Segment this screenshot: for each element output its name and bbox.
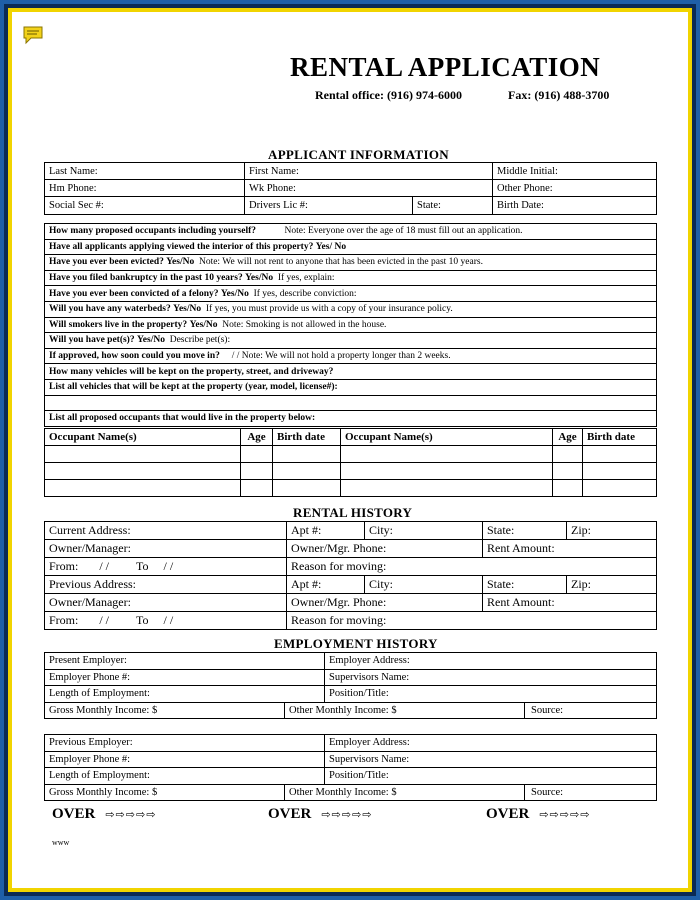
over-label: OVER xyxy=(52,806,96,822)
supervisors-name-field[interactable]: Supervisors Name: xyxy=(325,669,657,686)
question-note: If yes, describe conviction: xyxy=(253,288,357,299)
other-phone-field[interactable]: Other Phone: xyxy=(493,180,657,197)
occupant-name-header: Occupant Name(s) xyxy=(45,429,241,446)
employer-address-field[interactable]: Employer Address: xyxy=(325,735,657,752)
owner-phone-field[interactable]: Owner/Mgr. Phone: xyxy=(287,540,483,558)
occupant-cell[interactable] xyxy=(241,446,273,463)
supervisors-name-field[interactable]: Supervisors Name: xyxy=(325,751,657,768)
arrow-right-icon: ⇨⇨⇨⇨⇨ xyxy=(539,808,591,821)
occupant-cell[interactable] xyxy=(45,480,241,497)
drivers-license-field[interactable]: Drivers Lic #: xyxy=(245,197,413,215)
from-label: From: xyxy=(49,559,79,573)
from-to-field[interactable] xyxy=(45,558,287,576)
other-income-field[interactable]: Other Monthly Income: $ xyxy=(285,702,525,719)
vehicles-blank-line[interactable] xyxy=(45,395,657,411)
to-date[interactable]: / / xyxy=(163,613,174,627)
question-text: Have you ever been evicted? xyxy=(49,257,164,268)
question-vehicles-list[interactable]: List all vehicles that will be kept at the property (year, model, license#): xyxy=(45,379,657,395)
arrow-right-icon: ⇨⇨⇨⇨⇨ xyxy=(321,808,373,821)
question-text: How many proposed occupants including yourself? xyxy=(49,226,257,237)
question-viewed-interior[interactable] xyxy=(45,239,657,255)
question-note: Note: Smoking is not allowed in the house. xyxy=(222,319,387,330)
length-of-employment-field[interactable]: Length of Employment: xyxy=(45,686,325,703)
yes-no-option[interactable]: Yes/No xyxy=(245,273,274,284)
middle-initial-field[interactable]: Middle Initial: xyxy=(493,163,657,180)
rental-history-title: RENTAL HISTORY xyxy=(293,505,413,520)
question-text: Have all applicants applying viewed the interior of this property? xyxy=(49,241,314,252)
question-waterbeds[interactable] xyxy=(45,301,657,317)
reason-for-moving-field[interactable]: Reason for moving: xyxy=(287,558,657,576)
question-note: Note: Everyone over the age of 18 must fill out an application. xyxy=(284,226,523,237)
question-text: Will smokers live in the property? xyxy=(49,319,188,330)
note-icon[interactable] xyxy=(22,25,44,45)
question-evicted[interactable] xyxy=(45,255,657,271)
over-label: OVER xyxy=(486,806,530,822)
table-row xyxy=(45,480,657,497)
rental-office-phone: Rental office: (916) 974-6000 xyxy=(315,88,462,102)
fax-number: Fax: (916) 488-3700 xyxy=(508,88,610,102)
apt-field[interactable]: Apt #: xyxy=(287,576,365,594)
occupant-cell[interactable] xyxy=(273,463,341,480)
applicant-table xyxy=(44,162,657,215)
over-indicator-center xyxy=(268,806,372,823)
employer-phone-field[interactable]: Employer Phone #: xyxy=(45,751,325,768)
over-indicator-left xyxy=(52,806,156,823)
occupant-cell[interactable] xyxy=(45,463,241,480)
occupant-cell[interactable] xyxy=(553,480,583,497)
income-source-field[interactable]: Source: xyxy=(525,784,657,801)
gross-income-field[interactable]: Gross Monthly Income: $ xyxy=(45,784,285,801)
occupant-cell[interactable] xyxy=(583,480,657,497)
state-field[interactable]: State: xyxy=(483,576,567,594)
work-phone-field[interactable]: Wk Phone: xyxy=(245,180,493,197)
footer-mark: www xyxy=(52,838,70,847)
owner-manager-field[interactable]: Owner/Manager: xyxy=(45,540,287,558)
occupant-cell[interactable] xyxy=(583,446,657,463)
social-security-field[interactable]: Social Sec #: xyxy=(45,197,245,215)
yes-no-option[interactable]: Yes/No xyxy=(220,288,249,299)
occupant-cell[interactable] xyxy=(553,446,583,463)
occupant-cell[interactable] xyxy=(583,463,657,480)
questions-table xyxy=(44,223,657,427)
occupant-cell[interactable] xyxy=(341,446,553,463)
state-field[interactable]: State: xyxy=(483,522,567,540)
occupant-name-header: Occupant Name(s) xyxy=(341,429,553,446)
occupant-cell[interactable] xyxy=(273,480,341,497)
question-bankruptcy[interactable] xyxy=(45,270,657,286)
previous-address-field[interactable]: Previous Address: xyxy=(45,576,287,594)
rental-history-table xyxy=(44,521,657,630)
occupant-cell[interactable] xyxy=(553,463,583,480)
home-phone-field[interactable]: Hm Phone: xyxy=(45,180,245,197)
question-note: If yes, you must provide us with a copy of your insurance policy. xyxy=(205,304,453,315)
occupant-cell[interactable] xyxy=(341,480,553,497)
birth-date-field[interactable]: Birth Date: xyxy=(493,197,657,215)
current-address-field[interactable]: Current Address: xyxy=(45,522,287,540)
previous-employer-field[interactable]: Previous Employer: xyxy=(45,735,325,752)
reason-for-moving-field[interactable]: Reason for moving: xyxy=(287,612,657,630)
question-text: Will you have pet(s)? xyxy=(49,335,135,346)
zip-field[interactable]: Zip: xyxy=(567,522,657,540)
other-income-field[interactable]: Other Monthly Income: $ xyxy=(285,784,525,801)
position-title-field[interactable]: Position/Title: xyxy=(325,768,657,785)
age-header: Age xyxy=(241,429,273,446)
question-text: If approved, how soon could you move in? xyxy=(49,351,220,362)
occupant-cell[interactable] xyxy=(241,480,273,497)
employer-address-field[interactable]: Employer Address: xyxy=(325,653,657,670)
occupant-cell[interactable] xyxy=(341,463,553,480)
occupant-cell[interactable] xyxy=(273,446,341,463)
move-in-date[interactable]: / / xyxy=(231,351,240,362)
yes-no-option[interactable]: Yes/No xyxy=(136,335,165,346)
table-row xyxy=(45,463,657,480)
last-name-field[interactable]: Last Name: xyxy=(45,163,245,180)
yes-no-option[interactable]: Yes/ No xyxy=(315,241,347,252)
from-date[interactable]: / / xyxy=(99,559,110,573)
question-felony[interactable] xyxy=(45,286,657,302)
state-field[interactable]: State: xyxy=(413,197,493,215)
present-employment-table xyxy=(44,652,657,719)
to-date[interactable]: / / xyxy=(163,559,174,573)
over-label: OVER xyxy=(268,806,312,822)
from-to-field[interactable] xyxy=(45,612,287,630)
yes-no-option[interactable]: Yes/No xyxy=(173,304,202,315)
income-source-field[interactable]: Source: xyxy=(525,702,657,719)
applicant-section-title: APPLICANT INFORMATION xyxy=(268,147,449,162)
to-label: To xyxy=(136,559,149,573)
zip-field[interactable]: Zip: xyxy=(567,576,657,594)
question-occupants-list[interactable]: List all proposed occupants that would live in the property below: xyxy=(45,411,657,427)
rent-amount-field[interactable]: Rent Amount: xyxy=(483,594,657,612)
question-text: Will you have any waterbeds? xyxy=(49,304,171,315)
birth-date-header: Birth date xyxy=(583,429,657,446)
apt-field[interactable]: Apt #: xyxy=(287,522,365,540)
occupants-table xyxy=(44,428,657,497)
owner-phone-field[interactable]: Owner/Mgr. Phone: xyxy=(287,594,483,612)
gross-income-field[interactable]: Gross Monthly Income: $ xyxy=(45,702,285,719)
yes-no-option[interactable]: Yes/No xyxy=(189,319,218,330)
table-row xyxy=(45,446,657,463)
first-name-field[interactable]: First Name: xyxy=(245,163,493,180)
arrow-right-icon: ⇨⇨⇨⇨⇨ xyxy=(105,808,157,821)
question-note: Note: We will not hold a property longer than 2 weeks. xyxy=(241,351,451,362)
city-field[interactable]: City: xyxy=(365,576,483,594)
to-label: To xyxy=(136,613,149,627)
birth-date-header: Birth date xyxy=(273,429,341,446)
rent-amount-field[interactable]: Rent Amount: xyxy=(483,540,657,558)
from-date[interactable]: / / xyxy=(99,613,110,627)
question-occupants[interactable] xyxy=(45,224,657,240)
question-text: Have you ever been convicted of a felony? xyxy=(49,288,219,299)
owner-manager-field[interactable]: Owner/Manager: xyxy=(45,594,287,612)
question-note: Describe pet(s): xyxy=(169,335,231,346)
city-field[interactable]: City: xyxy=(365,522,483,540)
position-title-field[interactable]: Position/Title: xyxy=(325,686,657,703)
previous-employment-table xyxy=(44,734,657,801)
over-indicator-right xyxy=(486,806,590,823)
employer-phone-field[interactable]: Employer Phone #: xyxy=(45,669,325,686)
question-text: Have you filed bankruptcy in the past 10 years? xyxy=(49,273,243,284)
page-title: RENTAL APPLICATION xyxy=(290,52,601,82)
employment-history-title: EMPLOYMENT HISTORY xyxy=(274,636,438,651)
question-vehicles-count[interactable]: How many vehicles will be kept on the property, street, and driveway? xyxy=(45,364,657,380)
question-note: If yes, explain: xyxy=(277,273,335,284)
question-move-in[interactable] xyxy=(45,348,657,364)
question-pets[interactable] xyxy=(45,333,657,349)
from-label: From: xyxy=(49,613,79,627)
occupant-cell[interactable] xyxy=(241,463,273,480)
length-of-employment-field[interactable]: Length of Employment: xyxy=(45,768,325,785)
age-header: Age xyxy=(553,429,583,446)
present-employer-field[interactable]: Present Employer: xyxy=(45,653,325,670)
occupant-cell[interactable] xyxy=(45,446,241,463)
question-note: Note: We will not rent to anyone that has been evicted in the past 10 years. xyxy=(198,257,483,268)
question-smokers[interactable] xyxy=(45,317,657,333)
yes-no-option[interactable]: Yes/No xyxy=(166,257,195,268)
